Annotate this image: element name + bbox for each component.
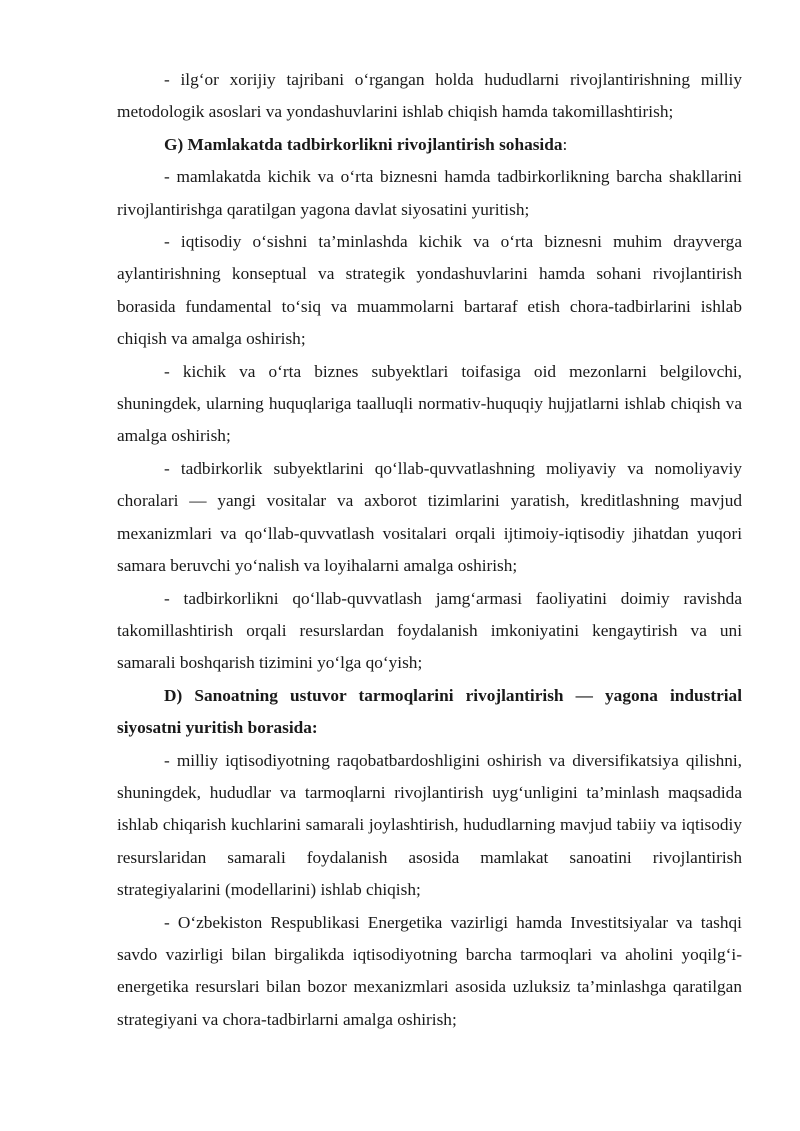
list-item-industry-strategy: - milliy iqtisodiyotning raqobatbardoshligini oshirish va diversifikatsiya qilishni, shuningdek, hududlar va tarmoqlarni rivojlantirish uyg‘unligini ta’minlash maqsadida ishlab chiqarish kuchlarini samarali joylashtirish, hududlarning mavjud tabiiy va iqtisodiy resurslaridan samarali foydalanish asosida mamlakat sanoatini rivojlantirish strategiyalarini (modellarini) ishlab chiqish;	[117, 750, 742, 900]
list-item-business-criteria: - kichik va o‘rta biznes subyektlari toifasiga oid mezonlarni belgilovchi, shuningdek, ularning huquqlariga taalluqli normativ-huquqiy hujjatlarni ishlab chiqish va amalga oshirish;	[117, 361, 742, 446]
section-heading-g	[117, 129, 742, 161]
list-item-support-measures: - tadbirkorlik subyektlarini qo‘llab-quvvatlashning moliyaviy va nomoliyaviy choralari — yangi vositalar va axborot tizimlarini yaratish, kreditlashning mavjud mexanizmlari va qo‘llab-quvvatlash vositalari orqali ijtimoiy-iqtisodiy jihatdan yuqori samara beruvchi yo‘nalish va loyihalarni amalga oshirish;	[117, 458, 742, 576]
section-heading-d: D) Sanoatning ustuvor tarmoqlarini rivojlantirish — yagona industrial siyosatni yuritish borasida:	[117, 685, 742, 738]
list-item-energy-strategy: - O‘zbekiston Respublikasi Energetika vazirligi hamda Investitsiyalar va tashqi savdo vazirligi bilan birgalikda iqtisodiyotning barcha tarmoqlari va aholini yoqilg‘i-energetika resurslari bilan bozor mexanizmlari asosida uzluksiz ta’minlashga qaratilgan strategiyani va chora-tadbirlarni amalga oshirish;	[117, 912, 742, 1029]
list-item-state-policy: - mamlakatda kichik va o‘rta biznesni hamda tadbirkorlikning barcha shakllarini rivojlantirishga qaratilgan yagona davlat siyosatini yuritish;	[117, 167, 742, 219]
list-item-support-fund: - tadbirkorlikni qo‘llab-quvvatlash jamg‘armasi faoliyatini doimiy ravishda takomillashtirish orqali resurslardan foydalanish imkoniyatini kengaytirish va uni samarali boshqarish tizimini yo‘lga qo‘yish;	[117, 588, 742, 673]
list-item-economic-growth: - iqtisodiy o‘sishni ta’minlashda kichik va o‘rta biznesni muhim drayverga aylantirishning konseptual va strategik yondashuvlarini hamda sohani rivojlantirish borasida fundamental to‘siq va muammolarni bartaraf etish chora-tadbirlarini ishlab chiqish va amalga oshirish;	[117, 232, 742, 349]
section-heading-g-text: G) Mamlakatda tadbirkorlikni rivojlantirish sohasida	[164, 134, 563, 154]
paragraph-intro-methodology: - ilg‘or xorijiy tajribani o‘rgangan holda hududlarni rivojlantirishning milliy metodologik asoslari va yondashuvlarini ishlab chiqish hamda takomillashtirish;	[117, 70, 742, 122]
section-heading-g-colon: :	[562, 134, 568, 154]
